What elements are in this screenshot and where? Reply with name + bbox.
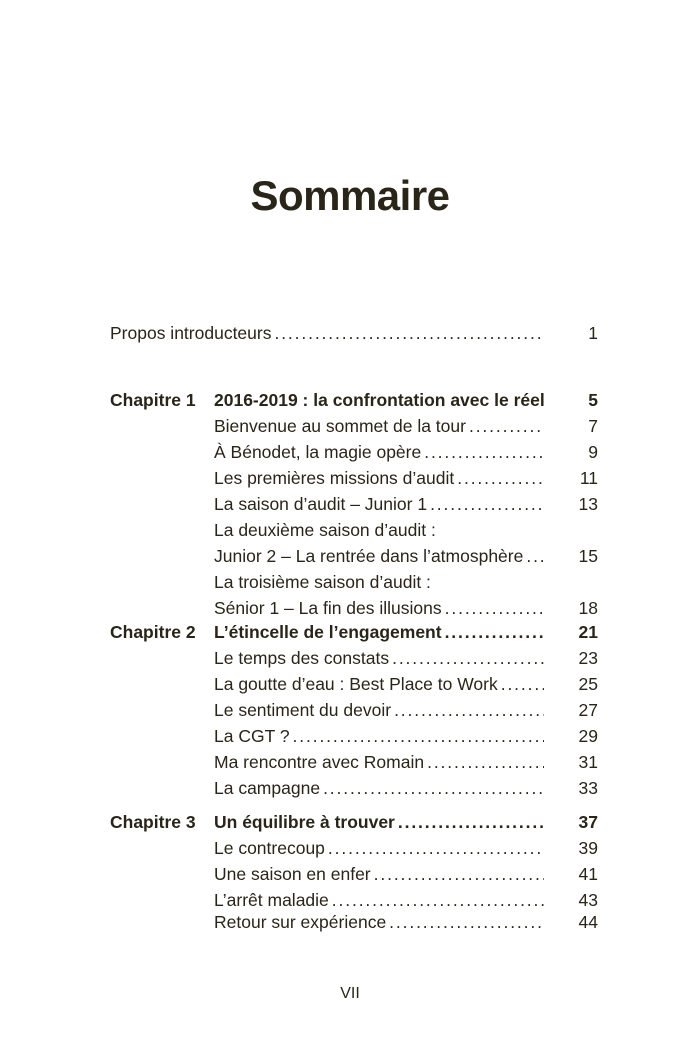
toc-intro-page: 1	[588, 323, 598, 343]
toc-entry	[214, 724, 548, 748]
dot-leader	[332, 888, 544, 912]
toc-entry	[214, 862, 548, 886]
toc-entry-page: 9	[588, 442, 598, 462]
toc-entry-page: 29	[578, 726, 598, 746]
toc-entry	[214, 836, 548, 860]
toc-entry	[214, 492, 548, 516]
toc-entry	[214, 698, 548, 722]
page-number: VII	[340, 985, 360, 1002]
dot-leader	[424, 440, 544, 464]
dot-leader	[501, 672, 544, 696]
dot-leader	[427, 750, 544, 774]
dot-leader	[445, 620, 544, 644]
dot-leader	[389, 910, 544, 934]
toc-entry-label: Sénior 1 – La fin des illusions	[214, 598, 442, 618]
toc-entry-label: Junior 2 – La rentrée dans l’atmosphère	[214, 546, 524, 566]
toc-entry-label: L’arrêt maladie	[214, 890, 329, 910]
dot-leader	[445, 596, 544, 620]
toc-entry-page: 11	[579, 468, 598, 488]
chapter-3-number: Chapitre 3	[110, 812, 196, 832]
dot-leader	[323, 776, 544, 800]
dot-leader	[274, 321, 544, 345]
toc-entry	[214, 888, 548, 912]
toc-entry	[214, 646, 548, 670]
toc-entry-page: 13	[578, 494, 598, 514]
toc-entry-label: Le contrecoup	[214, 838, 325, 858]
toc-entry-label: Le sentiment du devoir	[214, 700, 392, 720]
toc-entry-page: 44	[578, 912, 598, 932]
toc-entry-page: 39	[578, 838, 598, 858]
toc-entry-label: Ma rencontre avec Romain	[214, 752, 425, 772]
toc-entry-line1	[214, 570, 548, 594]
dot-leader	[457, 466, 544, 490]
chapter-2-title-line	[214, 620, 548, 644]
chapter-1-title-line	[214, 388, 548, 412]
chapter-1-number: Chapitre 1	[110, 390, 196, 410]
toc-entry-page: 7	[588, 416, 598, 436]
dot-leader	[469, 414, 544, 438]
toc-entry-label: À Bénodet, la magie opère	[214, 442, 422, 462]
chapter-2-number: Chapitre 2	[110, 622, 196, 642]
toc-entry-page: 27	[578, 700, 598, 720]
toc-entry-page: 33	[578, 778, 598, 798]
chapter-1-page: 5	[588, 390, 598, 410]
dot-leader	[392, 646, 544, 670]
toc-entry-label: Bienvenue au sommet de la tour	[214, 416, 466, 436]
toc-entry-label: La saison d’audit – Junior 1	[214, 494, 428, 514]
toc-entry-label: Retour sur expérience	[214, 912, 387, 932]
toc-entry-page: 23	[578, 648, 598, 668]
toc-entry-line1	[214, 518, 548, 542]
toc-entry	[214, 544, 548, 568]
chapter-3-title: Un équilibre à trouver	[214, 812, 395, 832]
dot-leader	[328, 836, 544, 860]
toc-entry	[214, 750, 548, 774]
toc-entry-label: La deuxième saison d’audit :	[214, 520, 436, 540]
page-title: Sommaire	[250, 172, 450, 219]
toc-entry	[214, 672, 548, 696]
toc-entry-label: La troisième saison d’audit :	[214, 572, 431, 592]
dot-leader	[430, 492, 544, 516]
toc-entry	[214, 414, 548, 438]
dot-leader	[293, 724, 544, 748]
toc-intro-label: Propos introducteurs	[110, 323, 272, 343]
dot-leader	[526, 544, 544, 568]
toc-entry-page: 15	[578, 546, 598, 566]
toc-entry	[214, 440, 548, 464]
toc-entry-label: Le temps des constats	[214, 648, 390, 668]
dot-leader	[394, 698, 544, 722]
toc-entry	[214, 910, 548, 934]
toc-entry-label: La goutte d’eau : Best Place to Work	[214, 674, 498, 694]
toc-entry-page: 43	[578, 890, 598, 910]
chapter-2-title: L’étincelle de l’engagement	[214, 622, 442, 642]
chapter-2-page: 21	[578, 622, 598, 642]
dot-leader	[398, 810, 544, 834]
toc-entry	[214, 776, 548, 800]
toc-entry	[214, 466, 548, 490]
dot-leader	[374, 862, 544, 886]
toc-entry-page: 18	[578, 598, 598, 618]
chapter-3-title-line	[214, 810, 548, 834]
toc-entry-label: La CGT ?	[214, 726, 290, 746]
toc-entry	[214, 596, 548, 620]
chapter-3-page: 37	[578, 812, 598, 832]
toc-entry-label: Les premières missions d’audit	[214, 468, 455, 488]
toc-entry-label: Une saison en enfer	[214, 864, 371, 884]
toc-entry-page: 41	[578, 864, 598, 884]
toc-entry-page: 25	[578, 674, 598, 694]
toc-intro	[110, 321, 548, 345]
chapter-1-title: 2016-2019 : la confrontation avec le réel	[214, 390, 545, 410]
toc-entry-label: La campagne	[214, 778, 321, 798]
toc-entry-page: 31	[578, 752, 598, 772]
